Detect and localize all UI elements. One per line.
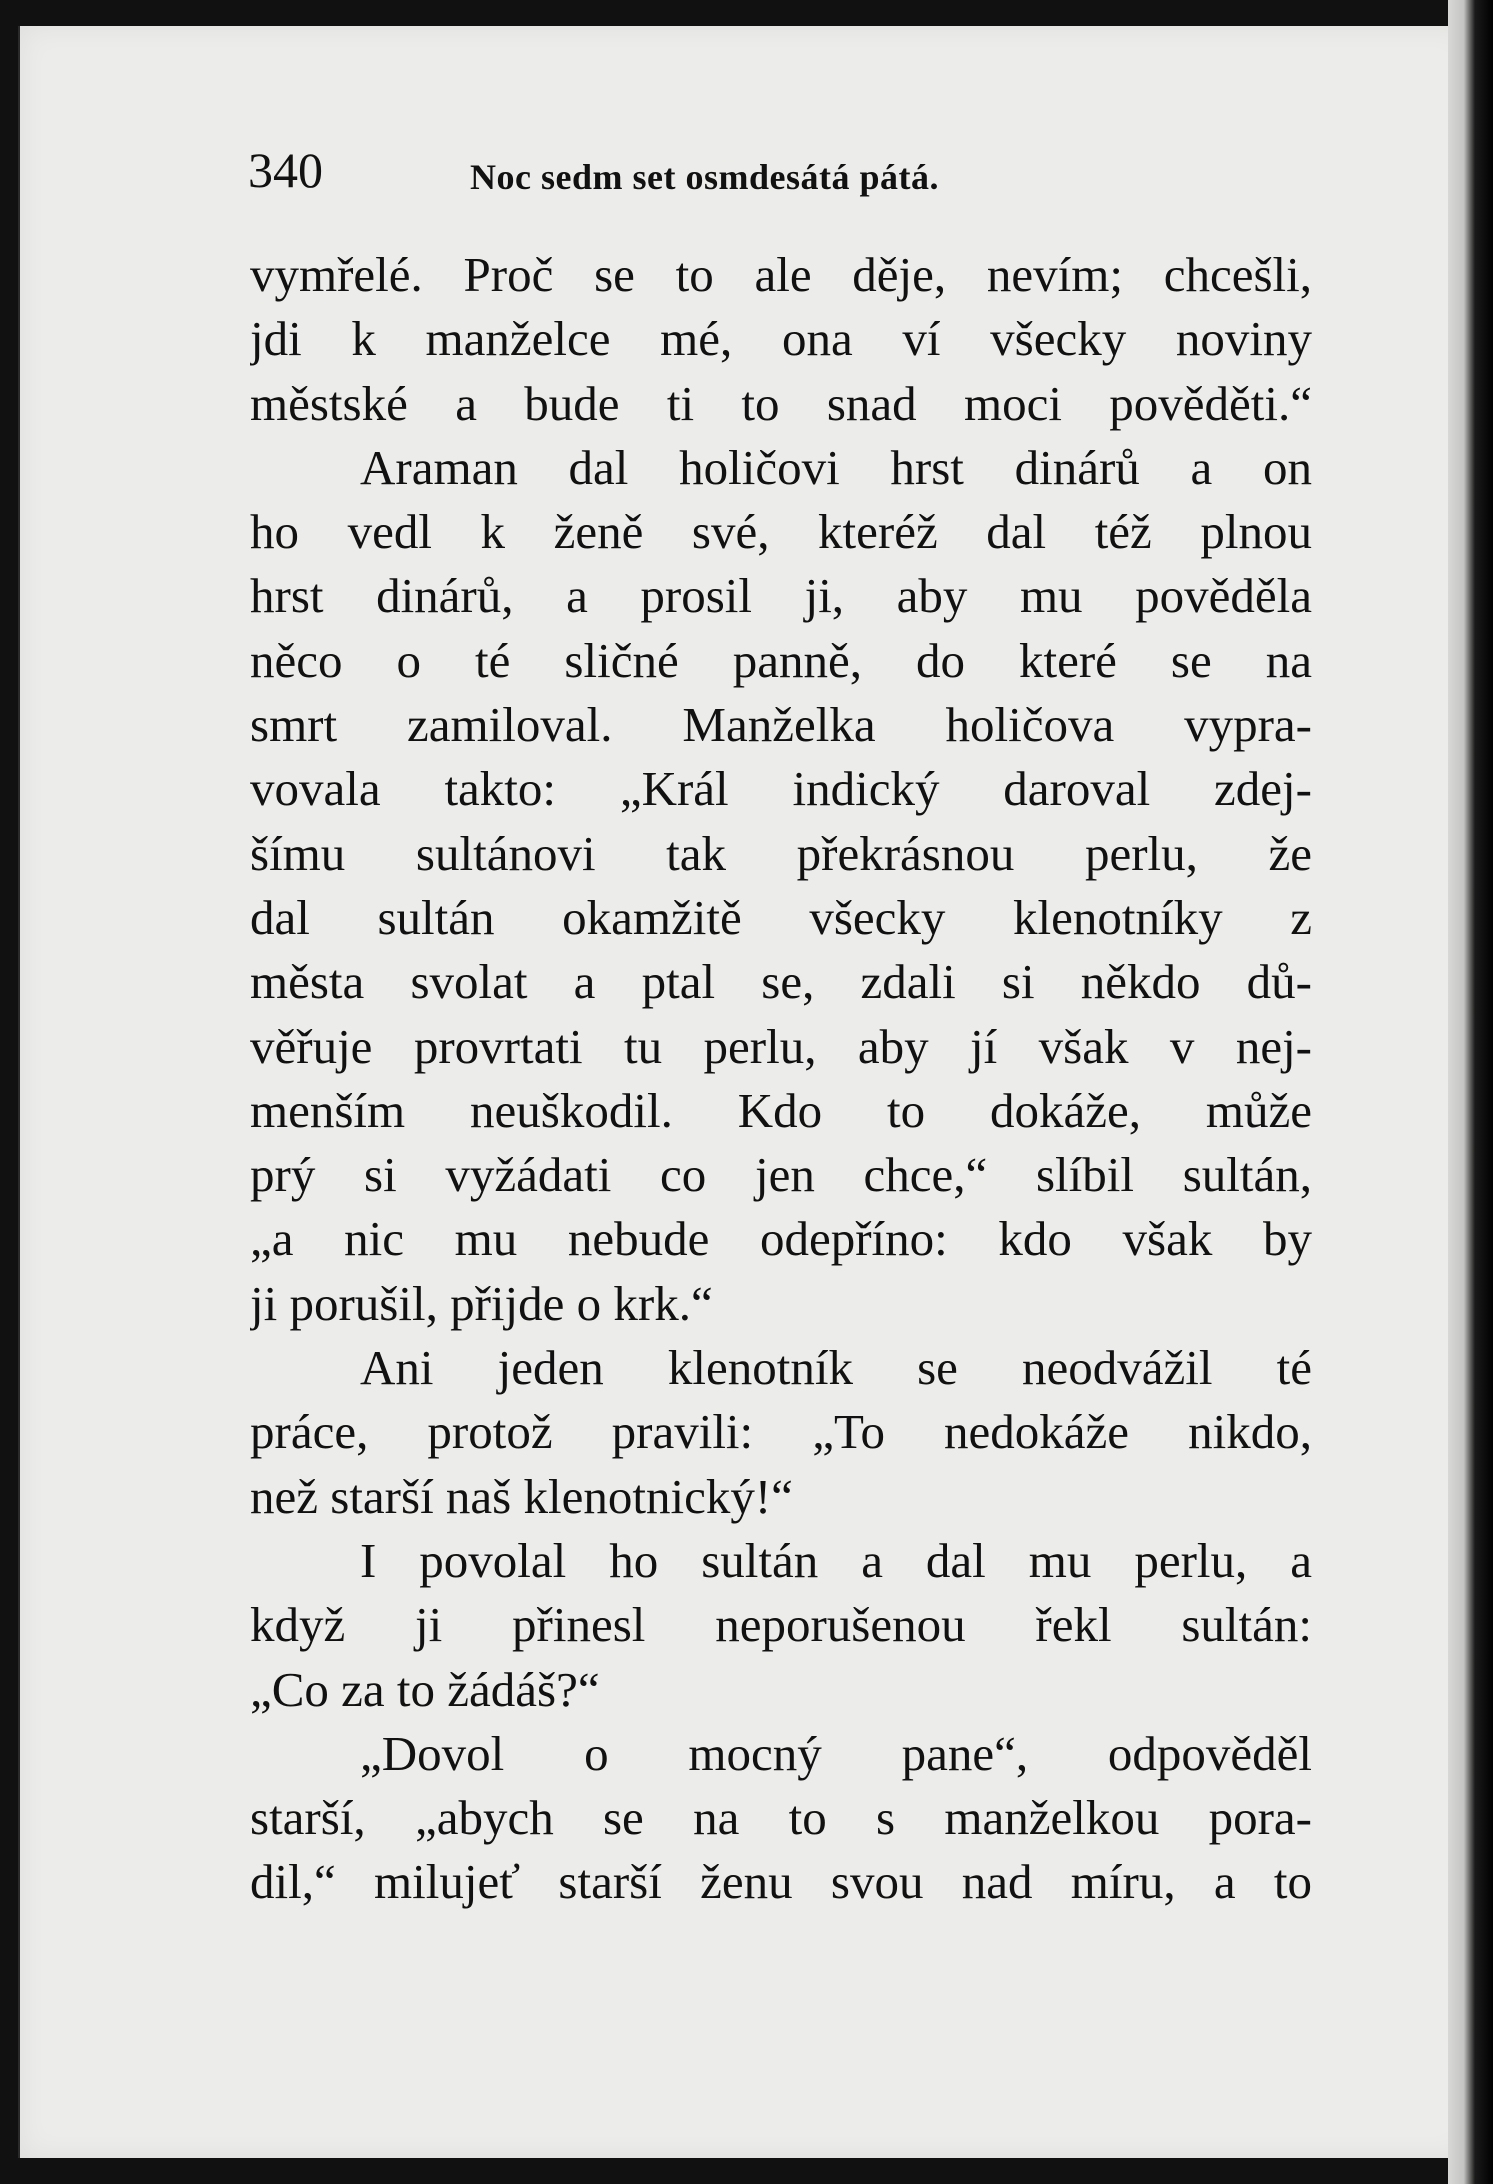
- text-line: menším neuškodil. Kdo to dokáže, může: [250, 1082, 1312, 1138]
- text-line: jdi k manželce mé, ona ví všecky noviny: [250, 311, 1312, 367]
- text-line: věřuje provrtati tu perlu, aby jí však v nej-: [250, 1018, 1312, 1074]
- text-line: městské a bude ti to snad moci pověděti.“: [250, 375, 1312, 431]
- text-line: dal sultán okamžitě všecky klenotníky z: [250, 889, 1312, 945]
- page-header: [248, 138, 1328, 208]
- text-line: „Dovol o mocný pane“, odpověděl: [360, 1725, 1312, 1781]
- text-line: „Co za to žádáš?“: [250, 1661, 600, 1717]
- page-number: 340: [248, 142, 323, 198]
- text-line: smrt zamiloval. Manželka holičova vypra-: [250, 697, 1312, 753]
- text-line: než starší naš klenotnický!“: [250, 1468, 793, 1524]
- text-line: něco o té sličné panně, do které se na: [250, 632, 1312, 688]
- text-line: ho vedl k ženě své, kteréž dal též plnou: [250, 504, 1312, 560]
- text-line: města svolat a ptal se, zdali si někdo dů-: [250, 954, 1312, 1010]
- text-line: prý si vyžádati co jen chce,“ slíbil sultán,: [250, 1147, 1312, 1203]
- text-line: Araman dal holičovi hrst dinárů a on: [360, 439, 1312, 495]
- text-line: vymřelé. Proč se to ale děje, nevím; chcešli,: [250, 247, 1312, 302]
- text-line: „a nic mu nebude odepříno: kdo však by: [250, 1211, 1312, 1267]
- text-line: vovala takto: „Král indický daroval zdej-: [250, 761, 1312, 817]
- text-line: starší, „abych se na to s manželkou pora-: [250, 1790, 1312, 1846]
- text-line: dil,“ milujeť starší ženu svou nad míru, a to: [250, 1854, 1312, 1910]
- page-edge-shadow: [1448, 0, 1493, 2184]
- text-line: ji porušil, přijde o krk.“: [250, 1275, 713, 1331]
- text-line: když ji přinesl neporušenou řekl sultán:: [250, 1597, 1312, 1653]
- running-head: Noc sedm set osmdesátá pátá.: [470, 157, 939, 197]
- text-line: I povolal ho sultán a dal mu perlu, a: [360, 1532, 1312, 1588]
- text-line: práce, protož pravili: „To nedokáže nikdo,: [250, 1404, 1312, 1460]
- text-line: šímu sultánovi tak překrásnou perlu, že: [250, 825, 1312, 881]
- text-line: hrst dinárů, a prosil ji, aby mu pověděla: [250, 568, 1312, 624]
- text-line: Ani jeden klenotník se neodvážil té: [360, 1340, 1312, 1396]
- body-text: [250, 243, 1312, 1915]
